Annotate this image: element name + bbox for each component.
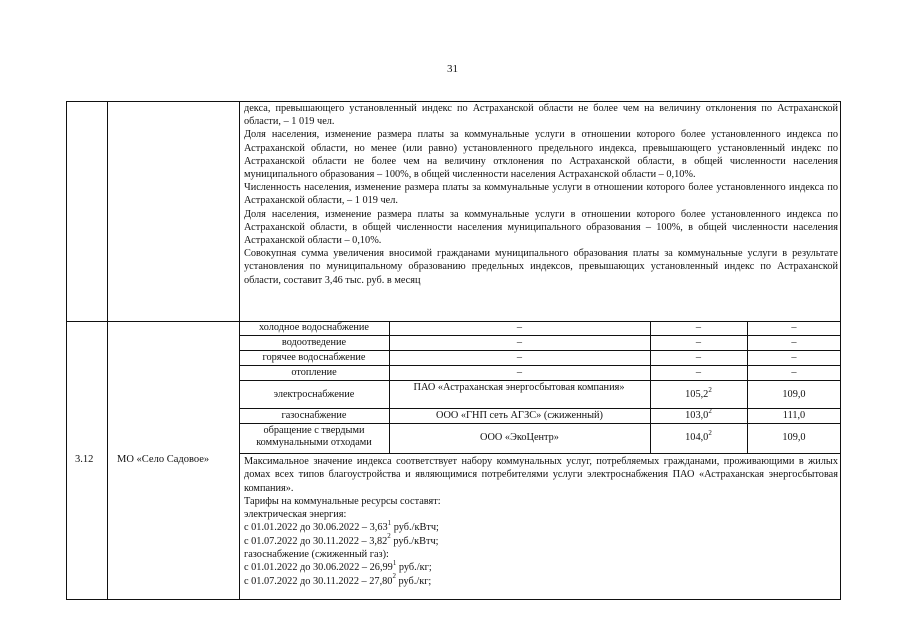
index-value-2: – [791, 352, 797, 363]
index-value-1: – [695, 322, 702, 333]
index-value-1: – [695, 367, 702, 378]
index-value-2: 109,0 [782, 389, 806, 400]
tariff-unit: руб./кВтч; [390, 535, 439, 547]
services-row-divider [239, 365, 841, 366]
services-row-divider [239, 453, 841, 454]
gas-title: газоснабжение (сжиженный газ): [244, 549, 389, 561]
index-value-2: 109,0 [782, 432, 806, 443]
column-divider-1 [107, 102, 108, 599]
service-name: горячее водоснабжение [262, 352, 366, 363]
service-name: отопление [291, 367, 337, 378]
services-table [239, 321, 841, 454]
service-name: обращение с твердыми коммунальными отходами [256, 425, 372, 448]
service-provider: – [516, 337, 523, 348]
paragraph: Совокупная сумма увеличения вносимой гражданами муниципального образования платы за коммунальные услуги в результате установления по муниципальному образованию предельных индексов, превышающих установленный индекс по Астраханской области, составит 3,46 тыс. руб. в месяц [244, 248, 838, 286]
index-value-2: – [791, 367, 797, 378]
service-name: холодное водоснабжение [259, 322, 369, 333]
tariff-text-part: с 01.01.2022 до 30.06.2022 – 26,99 [244, 562, 393, 574]
page-number: 31 [447, 63, 458, 75]
index-value-2: – [791, 337, 797, 348]
index-value-2: – [791, 322, 797, 333]
municipality-name: МО «Село Садовое» [117, 454, 210, 465]
services-row-divider [239, 335, 841, 336]
footnote-mark: 2 [708, 406, 712, 415]
footnote-mark: 2 [392, 572, 396, 581]
service-name: водоотведение [281, 337, 347, 348]
footnote-mark: 2 [708, 385, 712, 394]
index-value-number: 105,2 [685, 389, 709, 400]
tariff-unit: руб./кг; [396, 562, 432, 574]
continuation-text [244, 102, 838, 287]
services-row-divider [239, 423, 841, 424]
tariff-text-part: с 01.07.2022 до 30.11.2022 – 27,80 [244, 575, 393, 587]
service-provider: ООО «ГНП сеть АГЗС» (сжиженный) [436, 410, 603, 421]
gas-tariff-2 [244, 572, 838, 588]
service-name: электроснабжение [273, 389, 355, 400]
services-row-divider [239, 408, 841, 409]
gas-tariff-1 [244, 558, 838, 574]
index-value-1: – [695, 352, 702, 363]
service-provider: – [516, 322, 523, 333]
footnote-mark: 2 [387, 532, 391, 541]
service-provider: – [516, 367, 523, 378]
document-table [66, 101, 841, 600]
paragraph: декса, превышающего установленный индекс по Астраханской области не более чем на величину отклонения по Астраханской области, – 1 019 чел. [244, 103, 838, 128]
tariff-text [244, 455, 838, 588]
electricity-tariff-2 [244, 532, 838, 548]
footnote-mark: 2 [708, 428, 712, 437]
footnote-mark: 1 [387, 519, 392, 528]
services-row-divider [239, 380, 841, 381]
tariff-text-part: с 01.01.2022 до 30.06.2022 – 3,63 [244, 522, 388, 534]
index-value-number: 103,0 [685, 410, 709, 421]
paragraph: Доля населения, изменение размера платы за коммунальные услуги в отношении которого более установленного индекса по Астраханской области, но менее (или равно) установленного предельного индекса, превышающего установленный индекс по Астраханской области не более чем на величину отклонения по Астраханской области, в общей численности населения муниципального образования – 100%, в общей численности населения Астраханской области – 0,10%. [244, 129, 838, 181]
index-value-1 [650, 428, 747, 444]
footnote-mark: 1 [392, 558, 397, 567]
row-number: 3.12 [75, 454, 94, 465]
electricity-title: электрическая энергия: [244, 509, 347, 521]
service-provider: – [516, 352, 523, 363]
tariff-text-part: с 01.07.2022 до 30.11.2022 – 3,82 [244, 535, 388, 547]
tariffs-title: Тарифы на коммунальные ресурсы составят: [244, 495, 441, 507]
service-provider: ООО «ЭкоЦентр» [480, 432, 559, 443]
paragraph: Максимальное значение индекса соответствует набору коммунальных услуг, потребляемых гражданами, проживающими в жилых домах всех типов благоустройства и являющимися потребителями услуги электроснабжения ПАО «Астраханская энергосбытовая компания». [244, 456, 838, 494]
tariff-unit: руб./кВтч; [391, 522, 439, 534]
index-value-1: – [695, 337, 702, 348]
paragraph: Численность населения, изменение размера платы за коммунальные услуги в отношении которого более установленного индекса по Астраханской области, – 1 019 чел. [244, 182, 838, 207]
service-provider: ПАО «Астраханская энергосбытовая компания» [413, 382, 625, 393]
services-row-divider [239, 350, 841, 351]
index-value-1 [650, 385, 747, 401]
tariff-unit: руб./кг; [395, 575, 432, 587]
electricity-tariff-1 [244, 521, 838, 534]
paragraph: Доля населения, изменение размера платы за коммунальные услуги в отношении которого более установленного индекса по Астраханской области, в общей численности населения муниципального образования – 100%, в общей численности населения Астраханской области – 0,10%. [244, 208, 838, 247]
index-value-2: 111,0 [782, 410, 806, 421]
index-value-number: 104,0 [685, 432, 709, 443]
service-name: газоснабжение [281, 410, 347, 421]
index-value-1 [650, 406, 747, 422]
